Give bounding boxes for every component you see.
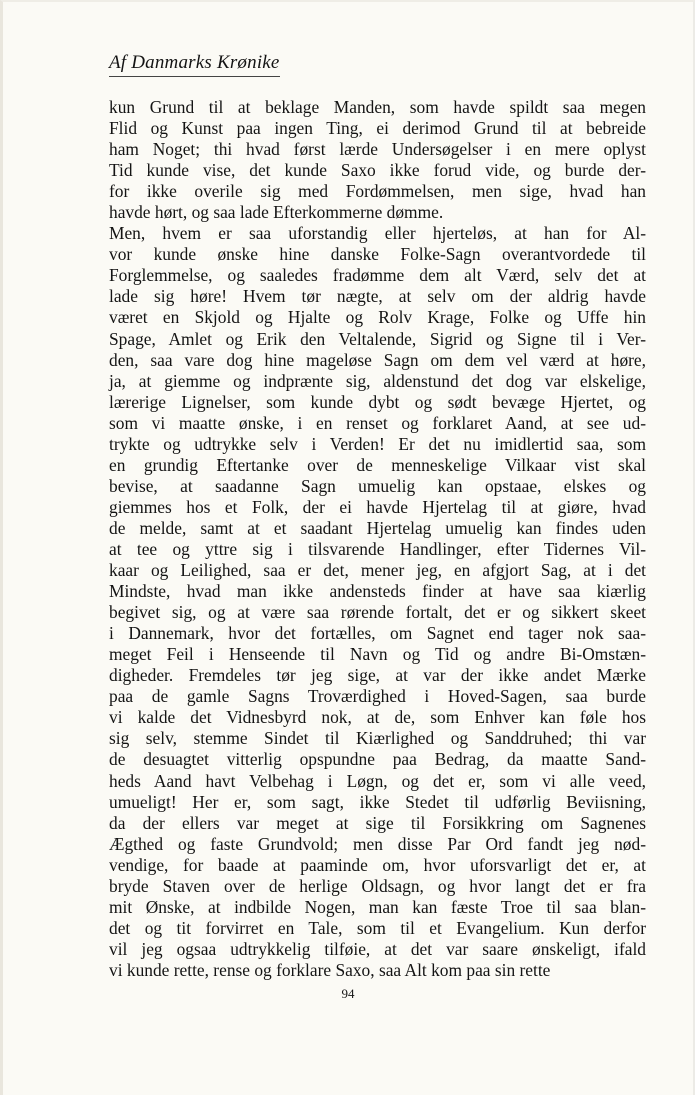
text-line: digheder. Fremdeles tør jeg sige, at var der ikke andet Mærke — [109, 665, 646, 686]
text-line: i Dannemark, hvor det fortælles, om Sagnet end tager nok saa- — [109, 623, 646, 644]
body-text — [109, 97, 646, 981]
text-line: da der ellers var meget at sige til Forsikkring om Sagnenes — [109, 812, 646, 833]
text-line: sig selv, stemme Sindet til Kiærlighed og Sanddruhed; thi var — [109, 728, 646, 749]
text-line: det og tit forvirret en Tale, som til et Evangelium. Kun derfor — [109, 917, 646, 938]
text-line: bevise, at saadanne Sagn umuelig kan opstaae, elskes og — [109, 475, 646, 496]
text-line: at tee og yttre sig i tilsvarende Handlinger, efter Tidernes Vil- — [109, 538, 646, 559]
text-line: paa de gamle Sagns Troværdighed i Hoved-Sagen, saa burde — [109, 686, 646, 707]
text-line: Spage, Amlet og Erik den Veltalende, Sigrid og Signe til i Ver- — [109, 328, 646, 349]
text-line: været en Skjold og Hjalte og Rolv Krage, Folke og Uffe hin — [109, 307, 646, 328]
text-line: ham Noget; thi hvad først lærde Undersøgelser i en mere oplyst — [109, 139, 646, 160]
text-line: vil jeg ogsaa udtrykkelig tilføie, at det var saare ønskeligt, ifald — [109, 938, 646, 959]
text-line: havde hørt, og saa lade Efterkommerne dømme. — [109, 202, 444, 223]
text-line: ja, at giemme og indprænte sig, aldenstund det dog var elskelige, — [109, 370, 646, 391]
text-line: kun Grund til at beklage Manden, som havde spildt saa megen — [109, 97, 646, 117]
text-line: Flid og Kunst paa ingen Ting, ei derimod Grund til at bebreide — [109, 118, 646, 139]
text-line: bryde Staven over de herlige Oldsagn, og hvor langt det er fra — [109, 875, 646, 896]
text-line: Forglemmelse, og saaledes fradømme dem alt Værd, selv det at — [109, 265, 646, 286]
text-line: de melde, samt at et saadant Hjertelag umuelig kan findes uden — [109, 517, 646, 538]
text-line: som vi maatte ønske, i en renset og forklaret Aand, at see ud- — [109, 412, 646, 433]
text-line: den, saa vare dog hine mageløse Sagn om dem vel værd at høre, — [109, 349, 646, 370]
text-line: Ægthed og faste Grundvold; men disse Par Ord fandt jeg nød- — [109, 833, 646, 854]
text-line: trykte og udtrykke selv i Verden! Er det nu imidlertid saa, som — [109, 433, 646, 454]
text-line: begivet sig, og at være saa rørende fortalt, det er og sikkert skeet — [109, 602, 646, 623]
text-line: heds Aand havt Velbehag i Løgn, og det er, som vi alle veed, — [109, 770, 646, 791]
text-line: Men, hvem er saa uforstandig eller hjerteløs, at han for Al- — [109, 223, 646, 244]
text-line: Mindste, hvad man ikke andensteds finder at have saa kiærlig — [109, 581, 646, 602]
text-line: vor kunde ønske hine danske Folke-Sagn overantvordede til — [109, 244, 646, 265]
running-title: Af Danmarks Krønike — [109, 52, 280, 77]
text-line: de desuagtet vitterlig opspundne paa Bedrag, da maatte Sand- — [109, 749, 646, 770]
text-line: en grundig Eftertanke over de menneskelige Vilkaar vist skal — [109, 454, 646, 475]
text-line: kaar og Leilighed, saa er det, mener jeg, en afgjort Sag, at i det — [109, 560, 646, 581]
text-line: umueligt! Her er, som sagt, ikke Stedet til udførlig Beviisning, — [109, 791, 646, 812]
text-line: mit Ønske, at indbilde Nogen, man kan fæste Troe til saa blan- — [109, 896, 646, 917]
text-line: giemmes hos et Folk, der ei havde Hjertelag til at giøre, hvad — [109, 496, 646, 517]
text-line: for ikke overile sig med Fordømmelsen, men sige, hvad han — [109, 181, 646, 202]
text-line: meget Feil i Henseende til Navn og Tid og andre Bi-Omstæn- — [109, 644, 646, 665]
text-line: Tid kunde vise, det kunde Saxo ikke forud vide, og burde der- — [109, 160, 646, 181]
text-line: vendige, for baade at paaminde om, hvor uforsvarligt det er, at — [109, 854, 646, 875]
text-line: lade sig høre! Hvem tør nægte, at selv om der aldrig havde — [109, 286, 646, 307]
text-line: vi kalde det Vidnesbyrd nok, at de, som Enhver kan føle hos — [109, 707, 646, 728]
text-line: lærerige Lignelser, som kunde dybt og sødt bevæge Hjertet, og — [109, 391, 646, 412]
page-number: 94 — [341, 986, 355, 1001]
text-line: vi kunde rette, rense og forklare Saxo, saa Alt kom paa sin rette — [109, 959, 551, 980]
